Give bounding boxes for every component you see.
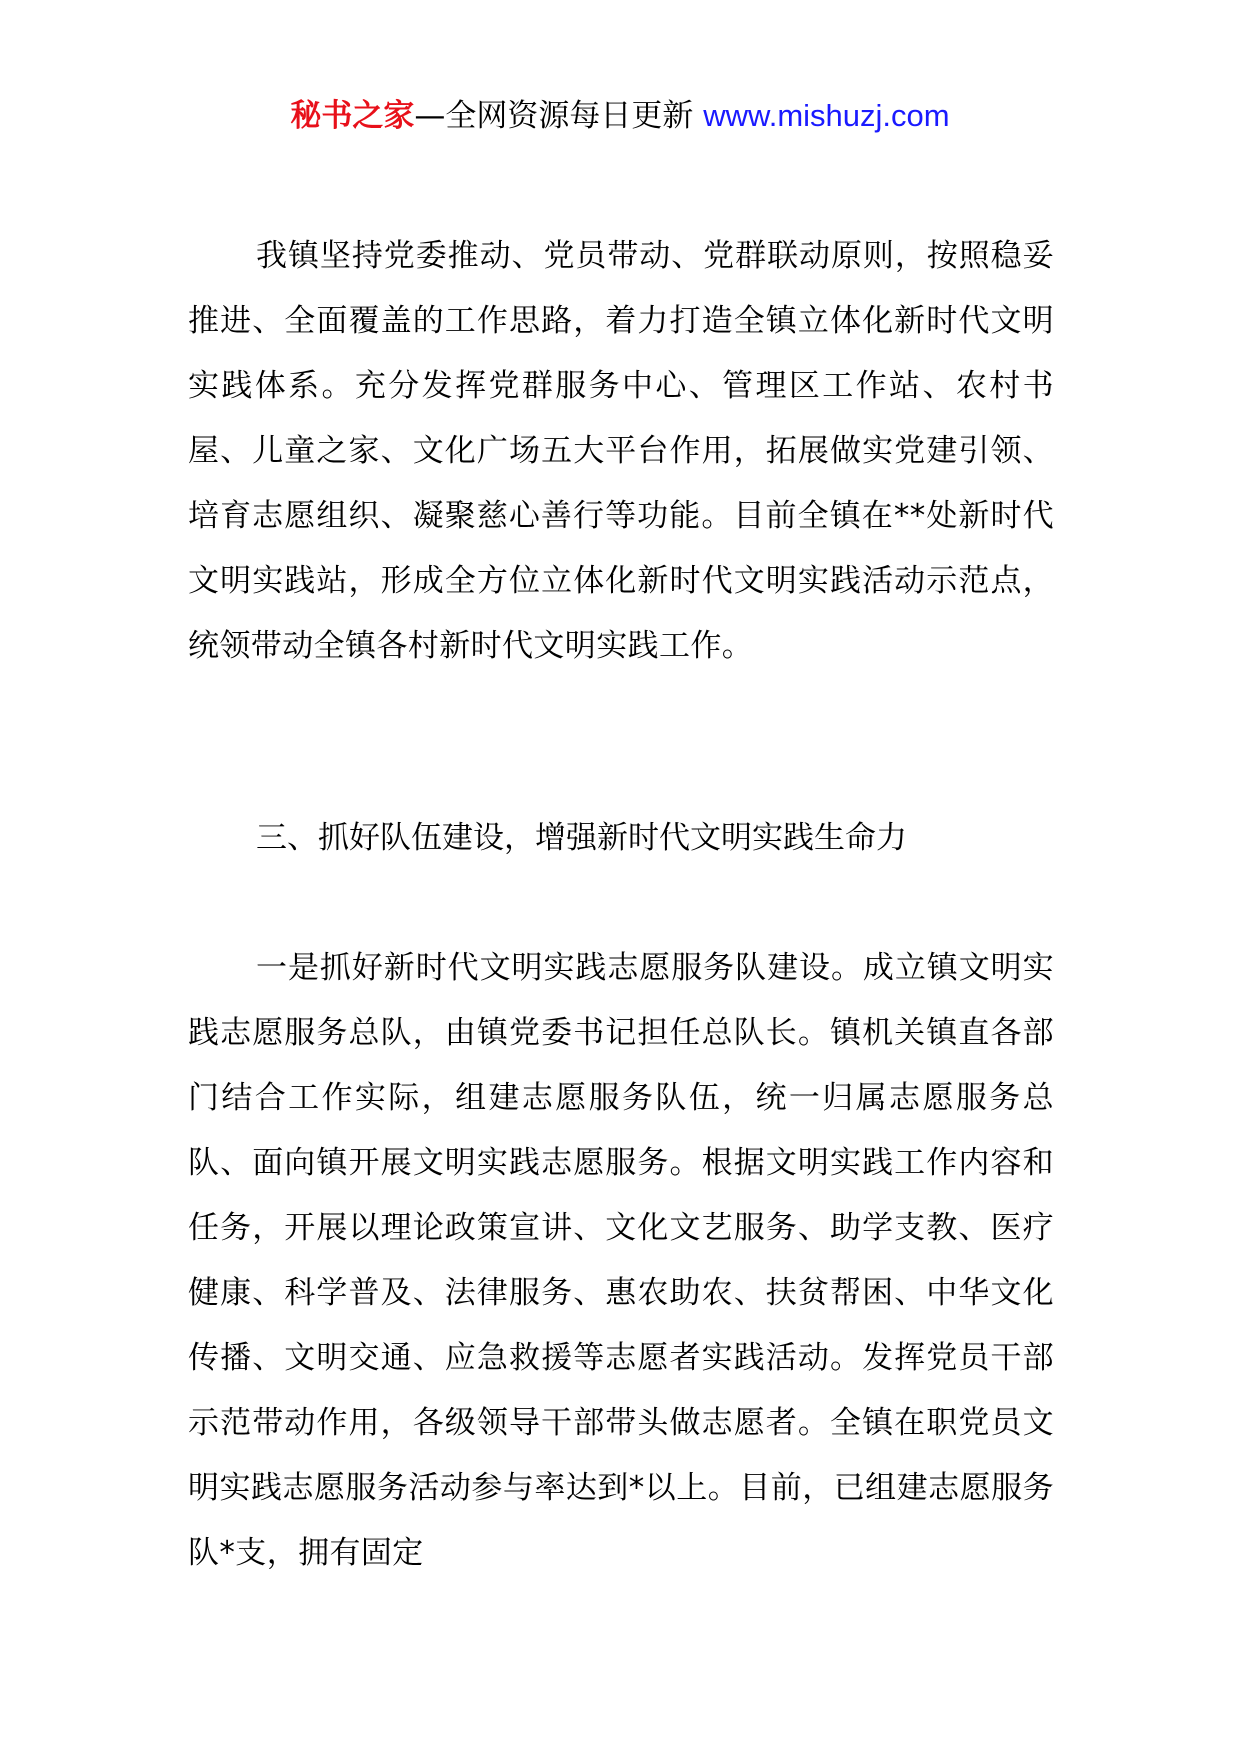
body-paragraph-2: 一是抓好新时代文明实践志愿服务队建设。成立镇文明实践志愿服务总队，由镇党委书记担任总队长。镇机关镇直各部门结合工作实际，组建志愿服务队伍，统一归属志愿服务总队、面向镇开展文明实践志愿服务。根据文明实践工作内容和任务，开展以理论政策宣讲、文化文艺服务、助学支教、医疗健康、科学普及、法律服务、惠农助农、扶贫帮困、中华文化传播、文明交通、应急救援等志愿者实践活动。发挥党员干部示范带动作用，各级领导干部带头做志愿者。全镇在职党员文明实践志愿服务活动参与率达到*以上。目前，已组建志愿服务队*支，拥有固定 [188,950,1054,1571]
header-tagline: —全网资源每日更新 [414,98,704,134]
website-link[interactable]: www.mishuzj.com [703,98,950,133]
page-header [0,96,1240,136]
body-paragraph-1: 我镇坚持党委推动、党员带动、党群联动原则，按照稳妥推进、全面覆盖的工作思路，着力打造全镇立体化新时代文明实践体系。充分发挥党群服务中心、管理区工作站、农村书屋、儿童之家、文化广场五大平台作用，拓展做实党建引领、培育志愿组织、凝聚慈心善行等功能。目前全镇在**处新时代文明实践站，形成全方位立体化新时代文明实践活动示范点，统领带动全镇各村新时代文明实践工作。 [188,238,1054,664]
section-heading-3: 三、抓好队伍建设，增强新时代文明实践生命力 [256,820,907,856]
brand-name: 秘书之家 [290,98,415,134]
